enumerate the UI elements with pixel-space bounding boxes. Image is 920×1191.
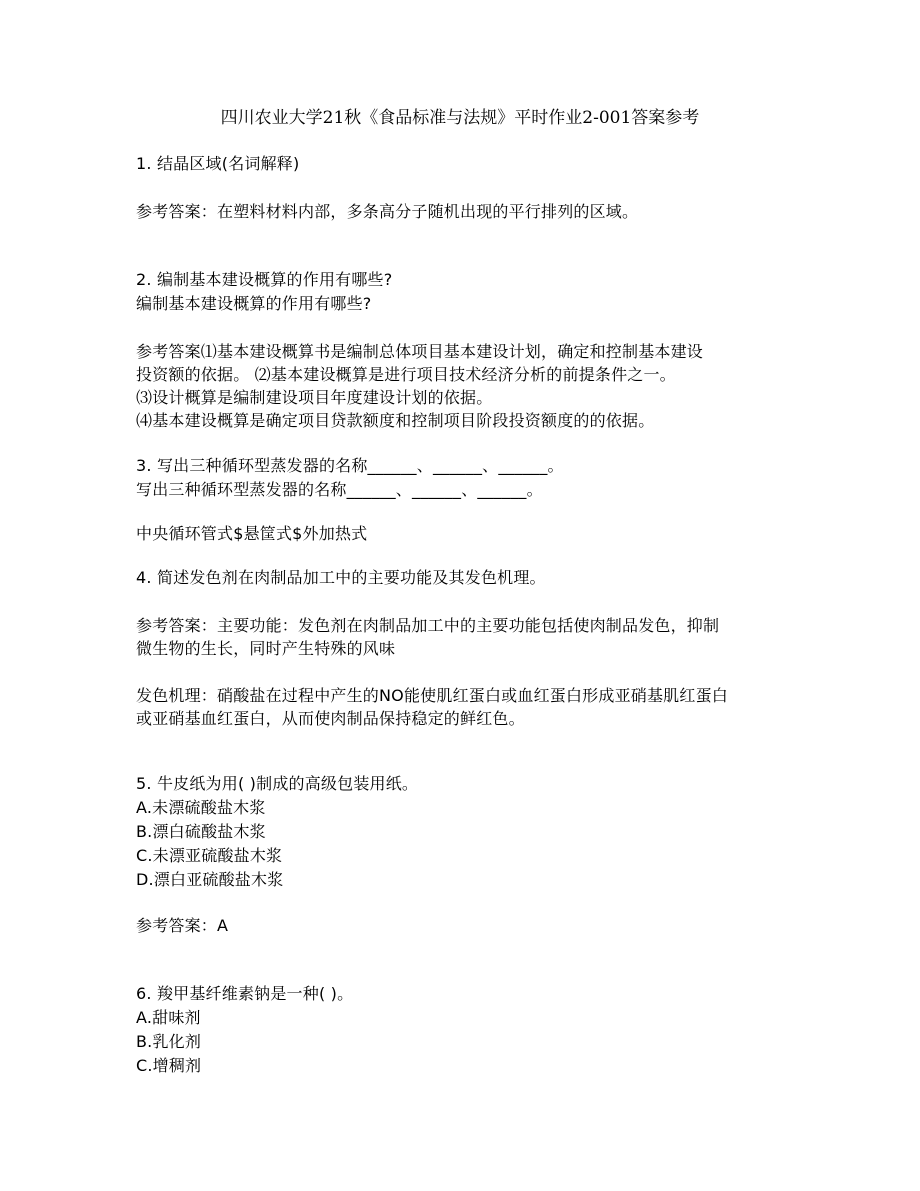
answer-1: 参考答案：在塑料材料内部，多条高分子随机出现的平行排列的区域。 (136, 202, 639, 221)
answer-2-line: ⑶设计概算是编制建设项目年度建设计划的依据。 (136, 388, 493, 407)
answer-2-line: 参考答案⑴基本建设概算书是编制总体项目基本建设计划，确定和控制基本建设 (136, 342, 704, 361)
question-3: 3. 写出三种循环型蒸发器的名称______、______、______。 (136, 456, 564, 475)
question-2-repeat: 编制基本建设概算的作用有哪些? (136, 294, 372, 313)
mechanism-4-line: 发色机理：硝酸盐在过程中产生的NO能使肌红蛋白或血红蛋白形成亚硝基肌红蛋白 (136, 686, 728, 705)
option-5-b: B.漂白硫酸盐木浆 (136, 822, 266, 841)
option-5-d: D.漂白亚硫酸盐木浆 (136, 870, 284, 889)
mechanism-4-line: 或亚硝基血红蛋白，从而使肉制品保持稳定的鲜红色。 (136, 709, 525, 728)
question-2: 2. 编制基本建设概算的作用有哪些? (136, 270, 393, 289)
answer-2-line: ⑷基本建设概算是确定项目贷款额度和控制项目阶段投资额度的的依据。 (136, 411, 655, 430)
question-6: 6. 羧甲基纤维素钠是一种( )。 (136, 984, 354, 1003)
option-6-a: A.甜味剂 (136, 1008, 201, 1027)
option-6-c: C.增稠剂 (136, 1056, 202, 1075)
question-4: 4. 简述发色剂在肉制品加工中的主要功能及其发色机理。 (136, 568, 546, 587)
answer-3: 中央循环管式$悬筐式$外加热式 (136, 524, 368, 543)
answer-5: 参考答案：A (136, 916, 229, 935)
question-3-repeat: 写出三种循环型蒸发器的名称______、______、______。 (136, 480, 543, 499)
option-5-c: C.未漂亚硫酸盐木浆 (136, 846, 283, 865)
question-1: 1. 结晶区域(名词解释) (136, 154, 300, 173)
answer-4-line: 微生物的生长，同时产生特殊的风味 (136, 639, 396, 658)
document-title: 四川农业大学21秋《食品标准与法规》平时作业2-001答案参考 (220, 108, 700, 128)
option-6-b: B.乳化剂 (136, 1032, 202, 1051)
option-5-a: A.未漂硫酸盐木浆 (136, 798, 266, 817)
answer-4-line: 参考答案：主要功能：发色剂在肉制品加工中的主要功能包括使肉制品发色，抑制 (136, 616, 720, 635)
answer-2-line: 投资额的依据。 ⑵基本建设概算是进行项目技术经济分析的前提条件之一。 (136, 365, 676, 384)
question-5: 5. 牛皮纸为用( )制成的高级包装用纸。 (136, 774, 419, 793)
